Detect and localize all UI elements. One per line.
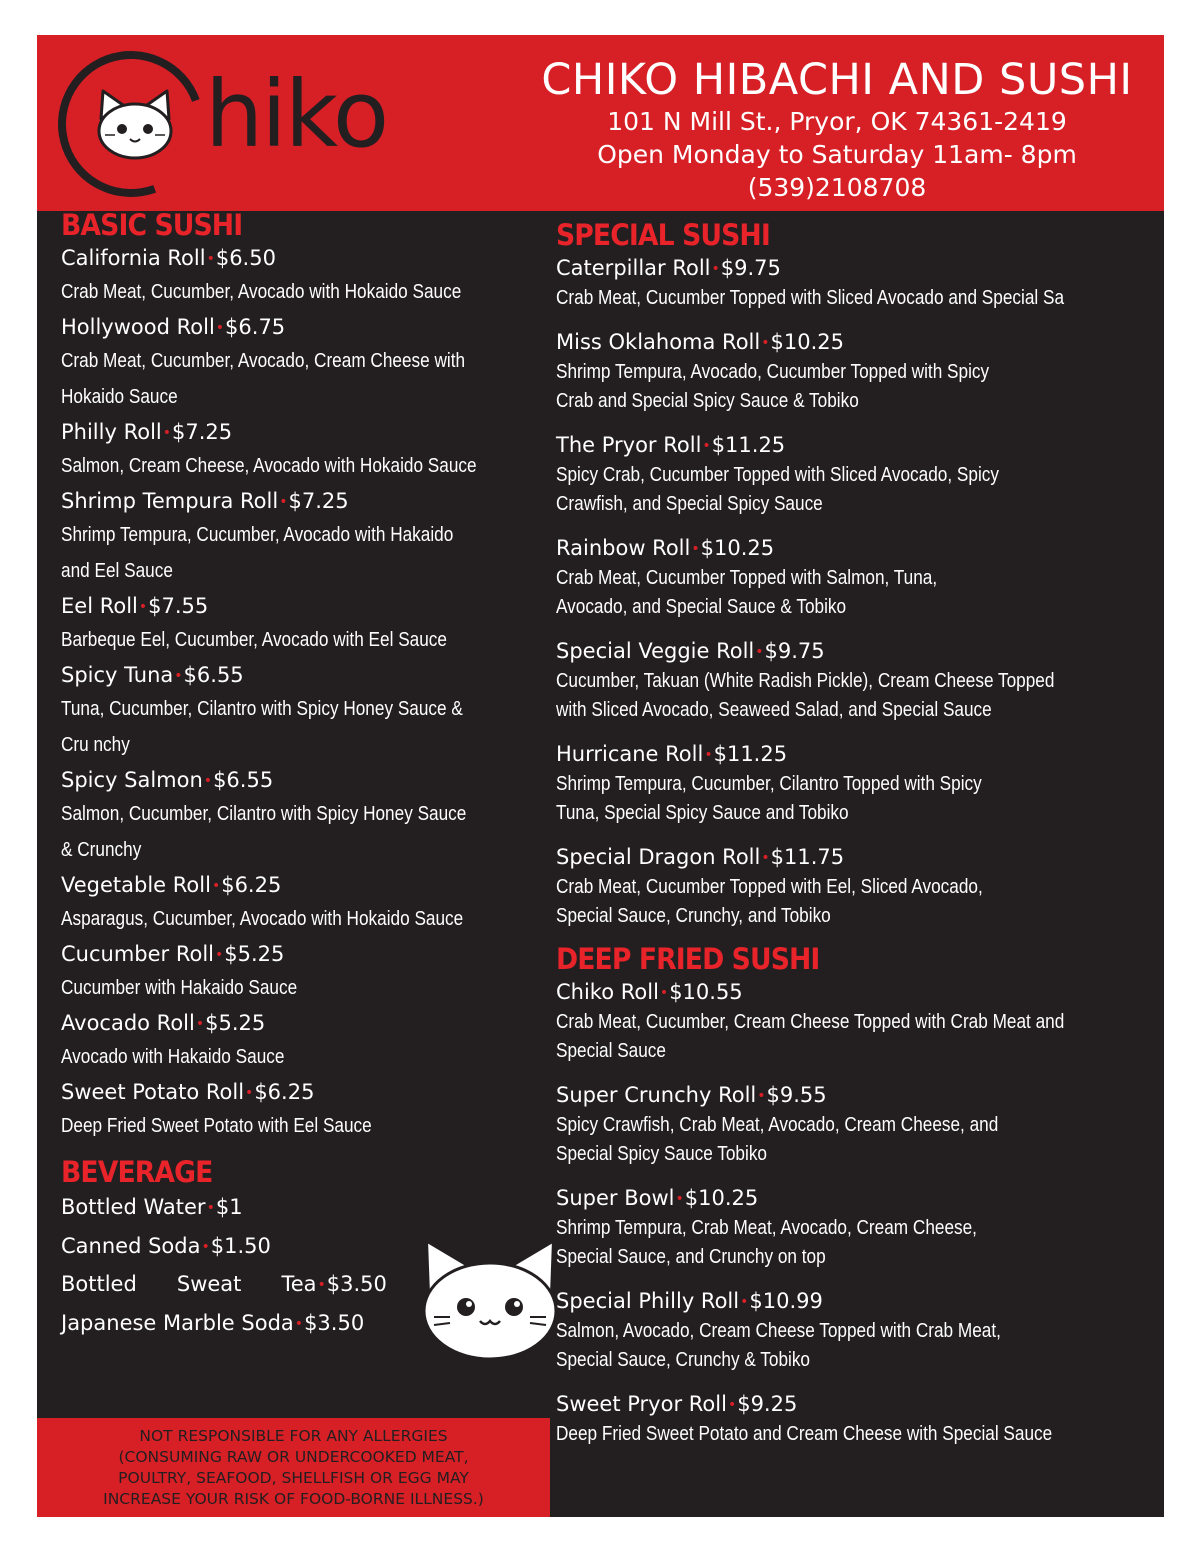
item-description: Crawfish, and Special Spicy Sauce [556,493,823,515]
item-name: Sweet Potato Roll [61,1080,245,1104]
item-description: Special Sauce [556,1040,666,1062]
bullet-dot-icon: • [279,494,288,510]
logo-wordmark: hiko [205,61,388,168]
item-name-row [61,870,531,901]
disclaimer-line: NOT RESPONSIBLE FOR ANY ALLERGIES [139,1427,448,1445]
item-price: $11.25 [711,433,786,457]
item-name: Rainbow Roll [556,536,691,560]
bullet-dot-icon: • [317,1277,326,1293]
item-name-row [556,327,1164,358]
item-name: Spicy Salmon [61,768,203,792]
item-price: $10.25 [684,1186,759,1210]
bullet-dot-icon: • [761,335,770,351]
item-price: $7.25 [288,489,349,513]
chiko-logo [55,45,388,195]
section-title-basic-sushi: BASIC SUSHI [61,208,243,242]
item-description: Shrimp Tempura, Cucumber, Cilantro Topped with Spicy [556,773,982,795]
item-description: Special Spicy Sauce Tobiko [556,1143,767,1165]
bullet-dot-icon: • [203,773,213,789]
item-name-row [556,739,1164,770]
item-price: $11.75 [770,845,845,869]
item-name: Special Philly Roll [556,1289,740,1313]
disclaimer-line: INCREASE YOUR RISK OF FOOD-BORNE ILLNESS.) [103,1490,484,1508]
item-description: Tuna, Special Spicy Sauce and Tobiko [556,802,849,824]
item-name: Super Bowl [556,1186,675,1210]
item-price: $11.25 [713,742,788,766]
bullet-dot-icon: • [211,878,221,894]
menu-item [61,939,531,1006]
item-name-row [556,977,1164,1008]
item-price: $9.25 [737,1392,798,1416]
bullet-dot-icon: • [245,1085,254,1101]
item-price: $6.25 [254,1080,315,1104]
menu-item [556,977,1164,1066]
item-name: Miss Oklahoma Roll [556,330,761,354]
item-name-row [556,430,1164,461]
item-description: Salmon, Cucumber, Cilantro with Spicy Honey Sauce [61,803,467,825]
item-description: Hokaido Sauce [61,386,178,408]
item-name: Hurricane Roll [556,742,704,766]
item-price: $7.25 [172,420,233,444]
item-name: Chiko Roll [556,980,659,1004]
item-description: Crab and Special Spicy Sauce & Tobiko [556,390,859,412]
right-column [556,217,1164,1463]
menu-item [556,739,1164,828]
bullet-dot-icon: • [195,1016,205,1032]
item-name: Philly Roll [61,420,162,444]
item-description: Shrimp Tempura, Cucumber, Avocado with Hakaido [61,524,454,546]
section-title-special-sushi: SPECIAL SUSHI [556,218,770,252]
menu-item [61,486,531,589]
bullet-dot-icon: • [704,747,713,763]
item-description: Spicy Crab, Cucumber Topped with Sliced Avocado, Spicy [556,464,999,486]
item-price: $3.50 [304,1310,365,1335]
item-name-row [556,1389,1164,1420]
bullet-dot-icon: • [201,1238,210,1255]
bullet-dot-icon: • [691,541,700,557]
item-name: Bottled Water [61,1195,206,1219]
item-name: Avocado Roll [61,1011,195,1035]
item-price: $6.75 [225,315,286,339]
menu-item [61,312,531,415]
item-price: $10.99 [749,1289,823,1313]
item-description: Special Sauce, and Crunchy on top [556,1246,826,1268]
item-name: California Roll [61,246,206,270]
section-title-beverage: BEVERAGE [61,1155,213,1189]
bullet-dot-icon: • [740,1294,749,1310]
special-sushi-list [556,253,1164,931]
store-address: 101 N Mill St., Pryor, OK 74361-2419 [607,107,1067,136]
menu-item [556,1389,1164,1449]
item-description: Special Sauce, Crunchy & Tobiko [556,1349,811,1371]
bullet-dot-icon: • [755,644,764,660]
bullet-dot-icon: • [757,1088,766,1104]
item-description: Avocado, and Special Sauce & Tobiko [556,596,847,618]
bullet-dot-icon: • [761,850,770,866]
item-name: Bottled Sweat Tea [61,1272,317,1296]
item-name: Spicy Tuna [61,663,174,687]
cat-face-icon [420,1235,560,1360]
item-name-row [556,1080,1164,1111]
bullet-dot-icon: • [206,251,215,267]
item-description: Crab Meat, Cucumber Topped with Sliced Avocado and Special Sa [556,287,1065,309]
bullet-dot-icon: • [174,668,183,684]
item-price: $1.50 [210,1233,271,1258]
menu-item [556,1080,1164,1169]
item-name: Vegetable Roll [61,873,211,897]
item-name-row [61,1077,531,1108]
item-description: Crab Meat, Cucumber Topped with Eel, Sliced Avocado, [556,876,983,898]
item-name-row [556,842,1164,873]
bullet-dot-icon: • [215,947,224,963]
deep-fried-sushi-list [556,977,1164,1449]
disclaimer-line: POULTRY, SEAFOOD, SHELLFISH OR EGG MAY [118,1469,469,1487]
menu-item [61,765,531,868]
item-name: Canned Soda [61,1233,201,1258]
item-name: Shrimp Tempura Roll [61,489,279,513]
item-price: $1 [215,1195,243,1219]
bullet-dot-icon: • [675,1191,684,1207]
item-price: $10.25 [770,330,844,354]
item-description: Shrimp Tempura, Crab Meat, Avocado, Cream Cheese, [556,1217,977,1239]
item-price: $9.75 [720,256,781,280]
item-description: Deep Fried Sweet Potato and Cream Cheese with Special Sauce [556,1423,1053,1445]
item-price: $6.50 [215,246,276,270]
menu-item [61,870,531,937]
item-description: Crab Meat, Cucumber, Avocado with Hokaido Sauce [61,281,462,303]
item-price: $7.55 [148,594,209,618]
bullet-dot-icon: • [702,438,711,454]
item-name: The Pryor Roll [556,433,702,457]
store-info [517,55,1157,204]
item-description: Tuna, Cucumber, Cilantro with Spicy Honey Sauce & [61,698,463,720]
bullet-dot-icon: • [215,320,225,336]
menu-item [61,243,531,310]
item-price: $5.25 [224,942,285,966]
item-price: $6.25 [221,873,282,897]
allergy-disclaimer [37,1418,550,1517]
item-name: Sweet Pryor Roll [556,1392,727,1416]
menu-item [61,1190,531,1227]
item-name: Special Veggie Roll [556,639,755,663]
item-description: Spicy Crawfish, Crab Meat, Avocado, Cream Cheese, and [556,1114,999,1136]
item-name-row [61,1008,531,1039]
bullet-dot-icon: • [727,1397,737,1413]
item-name-row [61,312,531,343]
menu-item [61,1008,531,1075]
bullet-dot-icon: • [659,985,669,1001]
item-price: $10.55 [669,980,743,1004]
menu-item [61,417,531,484]
item-name-row [61,660,531,691]
item-name: Cucumber Roll [61,942,215,966]
menu-item [556,327,1164,416]
item-description: & Crunchy [61,839,142,861]
item-name-row [556,253,1164,284]
item-description: Cucumber with Hakaido Sauce [61,977,298,999]
menu-item [61,591,531,658]
item-description: Crab Meat, Cucumber, Cream Cheese Topped with Crab Meat and [556,1011,1065,1033]
item-description: Asparagus, Cucumber, Avocado with Hokaido Sauce [61,908,464,930]
bullet-dot-icon: • [138,599,148,615]
menu-item [556,636,1164,725]
item-description: with Sliced Avocado, Seaweed Salad, and Special Sauce [556,699,992,721]
item-name-row [61,765,531,796]
item-name-row [556,533,1164,564]
menu-item [556,842,1164,931]
item-name: Eel Roll [61,594,138,618]
menu-item [61,1077,531,1144]
item-price: $6.55 [213,768,274,792]
store-name: CHIKO HIBACHI AND SUSHI [541,55,1133,105]
store-phone: (539)2108708 [747,173,927,202]
item-description: Shrimp Tempura, Avocado, Cucumber Topped with Spicy [556,361,990,383]
item-name-row [61,939,531,970]
bullet-dot-icon: • [162,425,172,441]
item-description: Salmon, Cream Cheese, Avocado with Hokaido Sauce [61,455,477,477]
item-name: Caterpillar Roll [556,256,711,280]
item-name-row [61,417,531,448]
item-description: Special Sauce, Crunchy, and Tobiko [556,905,831,927]
item-description: Crab Meat, Cucumber Topped with Salmon, Tuna, [556,567,938,589]
item-price: $9.55 [766,1083,827,1107]
bullet-dot-icon: • [294,1315,304,1332]
basic-sushi-list [61,243,531,1144]
menu-item [556,253,1164,313]
item-description: Crab Meat, Cucumber, Avocado, Cream Cheese with [61,350,466,372]
item-description: Cucumber, Takuan (White Radish Pickle), Cream Cheese Topped [556,670,1055,692]
left-column [61,207,531,1344]
item-name: Japanese Marble Soda [61,1310,294,1335]
item-name: Special Dragon Roll [556,845,761,869]
menu-sheet [37,35,1164,1517]
item-price: $9.75 [764,639,825,663]
item-price: $10.25 [700,536,775,560]
item-name-row [61,591,531,622]
item-description: Avocado with Hakaido Sauce [61,1046,285,1068]
menu-item [556,533,1164,622]
item-name-row [556,636,1164,667]
item-name-row [61,486,531,517]
menu-item [556,1286,1164,1375]
bullet-dot-icon: • [711,261,720,277]
item-name: Hollywood Roll [61,315,215,339]
item-price: $5.25 [205,1011,266,1035]
item-price: $6.55 [183,663,244,687]
menu-item [556,1183,1164,1272]
item-name-row [556,1286,1164,1317]
item-name-row [61,243,531,274]
bullet-dot-icon: • [206,1200,215,1216]
item-description: Salmon, Avocado, Cream Cheese Topped with Crab Meat, [556,1320,1001,1342]
store-hours: Open Monday to Saturday 11am- 8pm [597,140,1077,169]
item-description: Deep Fried Sweet Potato with Eel Sauce [61,1115,372,1137]
item-description: Barbeque Eel, Cucumber, Avocado with Eel Sauce [61,629,447,651]
item-description: Cru nchy [61,734,130,756]
menu-item [61,660,531,763]
item-price: $3.50 [326,1272,387,1296]
item-description: and Eel Sauce [61,560,173,582]
header-banner [37,35,1164,211]
item-name-row [556,1183,1164,1214]
disclaimer-line: (CONSUMING RAW OR UNDERCOOKED MEAT, [118,1448,469,1466]
menu-item [556,430,1164,519]
section-title-deep-fried-sushi: DEEP FRIED SUSHI [556,942,820,976]
cat-face-icon [93,89,177,161]
item-name: Super Crunchy Roll [556,1083,757,1107]
item-name-row [61,1190,531,1227]
